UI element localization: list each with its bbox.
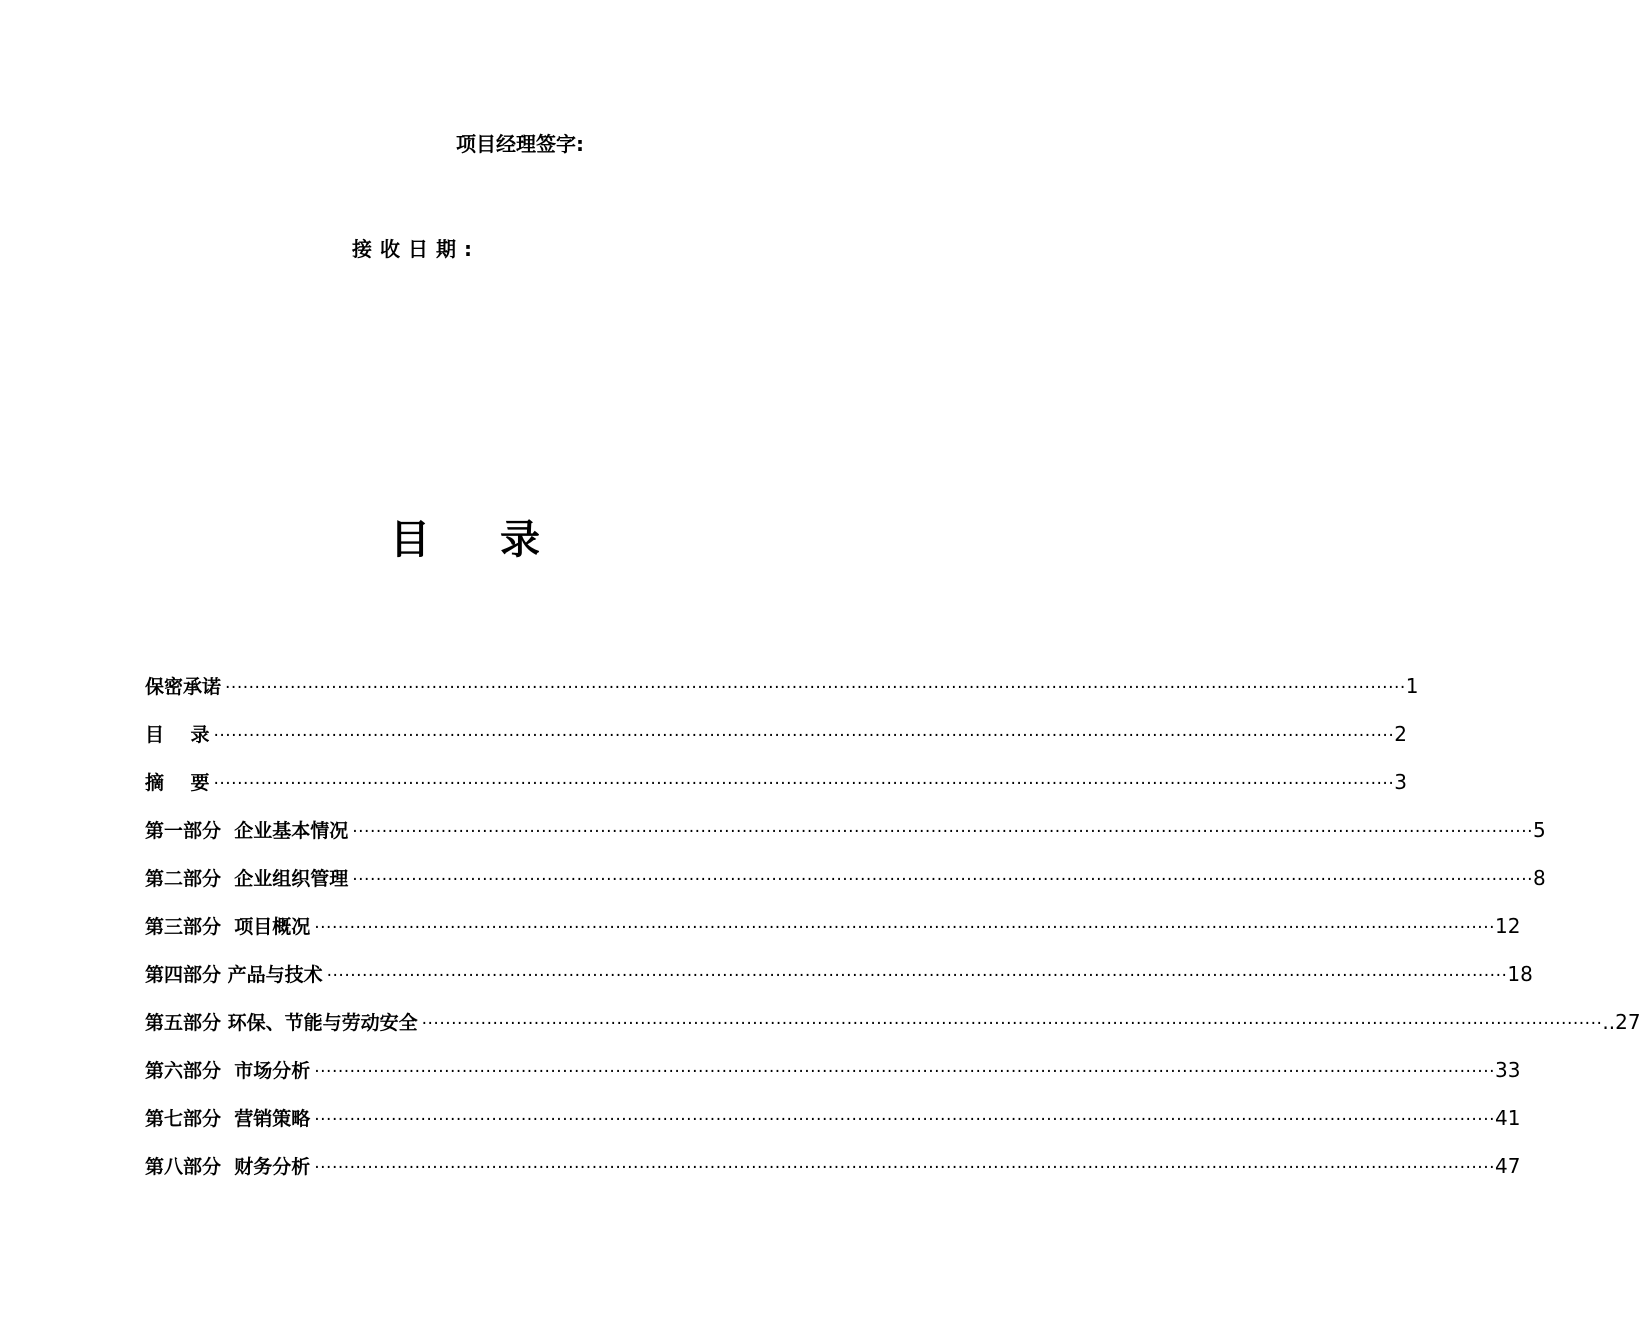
toc-entry-page: 12	[1495, 914, 1521, 938]
toc-entry-label: 第七部分 营销策略	[145, 1108, 311, 1130]
toc-entry	[145, 718, 1407, 766]
toc-dot-leader: ········································································································································································································	[225, 678, 1406, 698]
toc-entry-page: ..27	[1602, 1010, 1641, 1034]
toc-entry-label: 第一部分 企业基本情况	[145, 820, 349, 842]
toc-entry	[145, 1102, 1521, 1150]
toc-entry-page: 47	[1495, 1154, 1521, 1178]
toc-entry	[145, 814, 1546, 862]
toc-entry	[145, 1054, 1521, 1102]
toc-title: 目 录	[390, 517, 568, 563]
toc-dot-leader: ········································································································································································································	[213, 726, 1395, 746]
toc-entry-page: 3	[1394, 770, 1407, 794]
toc-dot-leader: ········································································································································································································	[314, 1110, 1495, 1130]
toc-entry-page: 8	[1533, 866, 1546, 890]
toc-entry	[145, 1150, 1521, 1198]
toc-entry-label: 第六部分 市场分析	[145, 1060, 311, 1082]
toc-dot-leader: ········································································································································································································	[352, 822, 1533, 842]
toc-entry-page: 1	[1405, 674, 1419, 698]
toc-entry-label: 第二部分 企业组织管理	[145, 868, 349, 890]
toc-entry-label: 保密承诺	[145, 676, 222, 698]
toc-entry-label: 第八部分 财务分析	[145, 1156, 311, 1178]
toc-dot-leader: ········································································································································································································	[352, 870, 1533, 890]
toc-entry	[145, 958, 1533, 1006]
toc-dot-leader: ········································································································································································································	[326, 966, 1508, 986]
toc-dot-leader: ········································································································································································································	[421, 1014, 1603, 1034]
signature-label: 项目经理签字:	[456, 132, 584, 156]
toc-dot-leader: ········································································································································································································	[314, 918, 1495, 938]
toc-dot-leader: ········································································································································································································	[213, 774, 1395, 794]
toc-entry-page: 41	[1495, 1106, 1521, 1130]
toc-entry-label: 第三部分 项目概况	[145, 916, 311, 938]
toc-entry	[145, 910, 1521, 958]
date-label: 接收日期:	[352, 237, 480, 261]
toc-dot-leader: ········································································································································································································	[314, 1158, 1495, 1178]
toc-entry-page: 2	[1394, 722, 1407, 746]
toc-entry	[145, 766, 1407, 814]
toc-entry-label: 目 录	[145, 724, 210, 746]
toc-entry-page: 33	[1495, 1058, 1521, 1082]
toc-entry	[145, 670, 1419, 718]
toc-entry-page: 18	[1507, 962, 1533, 986]
toc-entry-label: 第五部分 环保、节能与劳动安全	[145, 1012, 418, 1034]
toc-entry-label: 摘 要	[145, 772, 210, 794]
toc-entry	[145, 862, 1546, 910]
toc-entry-page: 5	[1533, 818, 1546, 842]
toc-list	[145, 670, 1641, 1198]
toc-dot-leader: ········································································································································································································	[314, 1062, 1495, 1082]
toc-entry	[145, 1006, 1641, 1054]
toc-entry-label: 第四部分 产品与技术	[145, 964, 323, 986]
